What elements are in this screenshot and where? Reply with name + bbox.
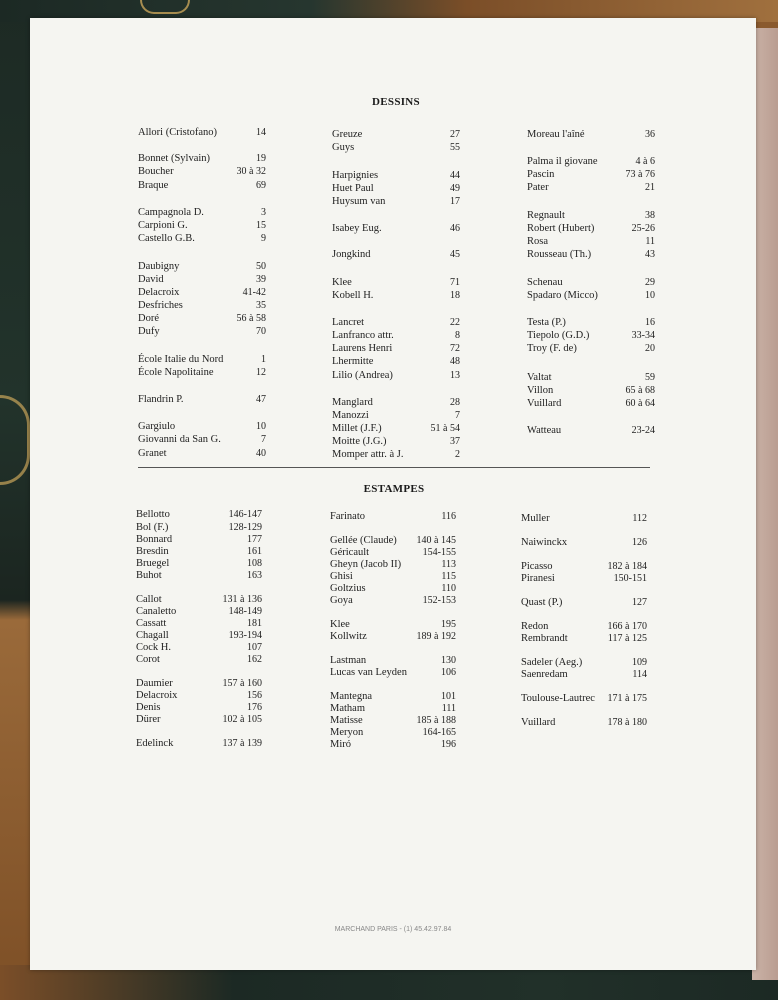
lot-number: 171 à 175 [607, 693, 647, 704]
index-entry [527, 384, 655, 398]
lot-number: 38 [645, 210, 655, 221]
index-entry [521, 716, 647, 730]
lot-number: 36 [645, 129, 655, 140]
lot-number: 1 [261, 354, 266, 365]
gold-ornament-decoration-top [140, 0, 190, 14]
artist-name: Braque [138, 180, 169, 191]
artist-name: Spadaro (Micco) [527, 290, 598, 301]
index-entry [330, 510, 456, 524]
lot-number: 59 [645, 372, 655, 383]
index-entry [138, 126, 266, 140]
lot-number: 110 [441, 583, 456, 594]
artist-name: Rosa [527, 236, 548, 247]
index-entry [138, 152, 266, 166]
artist-name: Toulouse-Lautrec [521, 693, 595, 704]
lot-number: 15 [256, 220, 266, 231]
artist-name: Granet [138, 448, 167, 459]
index-entry [332, 448, 460, 462]
dessins-heading: DESSINS [372, 96, 420, 108]
artist-name: Campagnola D. [138, 207, 204, 218]
artist-name: Pater [527, 182, 549, 193]
index-entry [527, 316, 655, 330]
index-entry [136, 569, 262, 583]
lot-number: 107 [247, 642, 262, 653]
artist-name: Dufy [138, 326, 160, 337]
index-entry [138, 366, 266, 380]
artist-name: Huet Paul [332, 183, 374, 194]
index-entry [527, 371, 655, 385]
artist-name: Géricault [330, 547, 370, 558]
artist-name: Chagall [136, 630, 169, 641]
index-entry [527, 222, 655, 236]
index-entry [138, 420, 266, 434]
index-entry [332, 195, 460, 209]
artist-name: Greuze [332, 129, 363, 140]
index-entry [138, 447, 266, 461]
artist-name: Robert (Hubert) [527, 223, 595, 234]
artist-name: Boucher [138, 166, 174, 177]
lot-number: 40 [256, 448, 266, 459]
artist-name: Testa (P.) [527, 317, 566, 328]
lot-number: 11 [645, 236, 655, 247]
artist-name: Lucas van Leyden [330, 667, 407, 678]
index-entry [521, 596, 647, 610]
artist-name: Matham [330, 703, 365, 714]
artist-name: Saenredam [521, 669, 568, 680]
artist-name: Cassatt [136, 618, 167, 629]
catalogue-page [30, 18, 756, 970]
lot-number: 10 [645, 290, 655, 301]
lot-number: 70 [256, 326, 266, 337]
lot-number: 130 [441, 655, 456, 666]
artist-name: Goltzius [330, 583, 366, 594]
index-entry [332, 342, 460, 356]
index-entry [330, 738, 456, 752]
index-entry [138, 219, 266, 233]
artist-name: Mantegna [330, 691, 372, 702]
lot-number: 30 à 32 [236, 166, 266, 177]
index-entry [521, 536, 647, 550]
lot-number: 163 [247, 570, 262, 581]
artist-name: École Napolitaine [138, 367, 214, 378]
index-entry [138, 299, 266, 313]
lot-number: 112 [632, 513, 647, 524]
lot-number: 189 à 192 [416, 631, 456, 642]
index-entry [330, 594, 456, 608]
artist-name: Piranesi [521, 573, 555, 584]
index-entry [332, 435, 460, 449]
lot-number: 14 [256, 127, 266, 138]
index-entry [332, 422, 460, 436]
artist-name: Flandrin P. [138, 394, 184, 405]
artist-name: Manozzi [332, 410, 369, 421]
estampes-heading: ESTAMPES [363, 483, 425, 495]
lot-number: 19 [256, 153, 266, 164]
lot-number: 60 à 64 [625, 398, 655, 409]
index-entry [527, 248, 655, 262]
lot-number: 116 [441, 511, 456, 522]
index-entry [332, 248, 460, 262]
index-entry [521, 632, 647, 646]
lot-number: 117 à 125 [607, 633, 647, 644]
artist-name: Klee [332, 277, 352, 288]
artist-name: Lanfranco attr. [332, 330, 394, 341]
lot-number: 16 [645, 317, 655, 328]
lot-number: 157 à 160 [222, 678, 262, 689]
index-entry [527, 181, 655, 195]
index-entry [521, 668, 647, 682]
artist-name: Tiepolo (G.D.) [527, 330, 590, 341]
lot-number: 9 [261, 233, 266, 244]
lot-number: 35 [256, 300, 266, 311]
artist-name: Laurens Henri [332, 343, 393, 354]
lot-number: 3 [261, 207, 266, 218]
lot-number: 29 [645, 277, 655, 288]
index-entry [136, 737, 262, 751]
artist-name: Lastman [330, 655, 367, 666]
artist-name: Lhermitte [332, 356, 374, 367]
index-entry [138, 433, 266, 447]
index-entry [330, 630, 456, 644]
lot-number: 127 [632, 597, 647, 608]
artist-name: Edelinck [136, 738, 174, 749]
lot-number: 164-165 [422, 727, 456, 738]
index-entry [138, 206, 266, 220]
index-entry [138, 179, 266, 193]
lot-number: 44 [450, 170, 460, 181]
artist-name: Millet (J.F.) [332, 423, 382, 434]
index-entry [527, 128, 655, 142]
artist-name: Desfriches [138, 300, 183, 311]
artist-name: Callot [136, 594, 162, 605]
artist-name: Naiwinckx [521, 537, 568, 548]
index-entry [138, 353, 266, 367]
lot-number: 114 [632, 669, 647, 680]
lot-number: 72 [450, 343, 460, 354]
index-entry [527, 397, 655, 411]
footer-imprint: MARCHAND PARIS - (1) 45.42.97.84 [334, 926, 452, 933]
index-entry [527, 235, 655, 249]
artist-name: Dürer [136, 714, 161, 725]
lot-number: 12 [256, 367, 266, 378]
lot-number: 22 [450, 317, 460, 328]
artist-name: Picasso [521, 561, 553, 572]
lot-number: 108 [247, 558, 262, 569]
artist-name: Delacroix [136, 690, 178, 701]
lot-number: 37 [450, 436, 460, 447]
artist-name: Jongkind [332, 249, 371, 260]
artist-name: Regnault [527, 210, 565, 221]
artist-name: Gargiulo [138, 421, 176, 432]
lot-number: 109 [632, 657, 647, 668]
lot-number: 55 [450, 142, 460, 153]
artist-name: Muller [521, 513, 550, 524]
index-entry [136, 653, 262, 667]
artist-name: Matisse [330, 715, 363, 726]
lot-number: 33-34 [631, 330, 655, 341]
index-entry [330, 666, 456, 680]
lot-number: 148-149 [228, 606, 262, 617]
lot-number: 182 à 184 [607, 561, 647, 572]
artist-name: Bruegel [136, 558, 170, 569]
lot-number: 17 [450, 196, 460, 207]
artist-name: Giovanni da San G. [138, 434, 221, 445]
artist-name: Buhot [136, 570, 162, 581]
artist-name: Rembrandt [521, 633, 568, 644]
artist-name: Palma il giovane [527, 156, 598, 167]
lot-number: 101 [441, 691, 456, 702]
lot-number: 47 [256, 394, 266, 405]
artist-name: Doré [138, 313, 159, 324]
lot-number: 69 [256, 180, 266, 191]
lot-number: 166 à 170 [607, 621, 647, 632]
lot-number: 46 [450, 223, 460, 234]
artist-name: Meryon [330, 727, 364, 738]
index-entry [521, 572, 647, 586]
artist-name: Goya [330, 595, 353, 606]
lot-number: 102 à 105 [222, 714, 262, 725]
lot-number: 161 [247, 546, 262, 557]
index-entry [527, 168, 655, 182]
lot-number: 146-147 [228, 509, 262, 520]
index-entry [332, 128, 460, 142]
lot-number: 8 [455, 330, 460, 341]
artist-name: Vuillard [527, 398, 562, 409]
lot-number: 196 [441, 739, 456, 750]
artist-name: Bonnet (Sylvain) [138, 153, 211, 164]
artist-name: École Italie du Nord [138, 354, 224, 365]
lot-number: 39 [256, 274, 266, 285]
artist-name: Isabey Eug. [332, 223, 382, 234]
index-entry [521, 692, 647, 706]
lot-number: 176 [247, 702, 262, 713]
section-divider [138, 467, 650, 468]
artist-name: Valtat [527, 372, 552, 383]
lot-number: 7 [261, 434, 266, 445]
artist-name: Harpignies [332, 170, 379, 181]
index-entry [332, 141, 460, 155]
artist-name: Moreau l'aîné [527, 129, 585, 140]
index-entry [527, 155, 655, 169]
lot-number: 25-26 [631, 223, 655, 234]
artist-name: Bol (F.) [136, 522, 169, 533]
index-entry [332, 182, 460, 196]
artist-name: Rousseau (Th.) [527, 249, 592, 260]
artist-name: Villon [527, 385, 554, 396]
lot-number: 152-153 [422, 595, 456, 606]
lot-number: 71 [450, 277, 460, 288]
index-entry [332, 276, 460, 290]
index-entry [332, 396, 460, 410]
lot-number: 185 à 188 [416, 715, 456, 726]
lot-number: 140 à 145 [416, 535, 456, 546]
artist-name: Sadeler (Aeg.) [521, 657, 583, 668]
lot-number: 154-155 [422, 547, 456, 558]
lot-number: 162 [247, 654, 262, 665]
index-entry [136, 713, 262, 727]
index-entry [521, 512, 647, 526]
lot-number: 21 [645, 182, 655, 193]
index-entry [527, 289, 655, 303]
index-entry [332, 355, 460, 369]
index-entry [527, 276, 655, 290]
lot-number: 193-194 [228, 630, 262, 641]
artist-name: Bresdin [136, 546, 169, 557]
index-entry [332, 329, 460, 343]
lot-number: 49 [450, 183, 460, 194]
lot-number: 43 [645, 249, 655, 260]
background-bottom [0, 965, 778, 1000]
index-entry [138, 165, 266, 179]
lot-number: 13 [450, 370, 460, 381]
artist-name: Momper attr. à J. [332, 449, 404, 460]
index-entry [332, 369, 460, 383]
artist-name: Gellée (Claude) [330, 535, 397, 546]
lot-number: 10 [256, 421, 266, 432]
artist-name: Corot [136, 654, 160, 665]
artist-name: Bonnard [136, 534, 173, 545]
lot-number: 48 [450, 356, 460, 367]
lot-number: 126 [632, 537, 647, 548]
index-entry [332, 289, 460, 303]
lot-number: 7 [455, 410, 460, 421]
artist-name: Manglard [332, 397, 373, 408]
lot-number: 73 à 76 [625, 169, 655, 180]
artist-name: Lilio (Andrea) [332, 370, 393, 381]
lot-number: 27 [450, 129, 460, 140]
artist-name: Lancret [332, 317, 365, 328]
lot-number: 111 [441, 703, 456, 714]
lot-number: 50 [256, 261, 266, 272]
artist-name: Allori (Cristofano) [138, 127, 218, 138]
lot-number: 128-129 [228, 522, 262, 533]
lot-number: 56 à 58 [236, 313, 266, 324]
artist-name: Ghisi [330, 571, 353, 582]
artist-name: Delacroix [138, 287, 180, 298]
lot-number: 28 [450, 397, 460, 408]
index-entry [138, 312, 266, 326]
lot-number: 65 à 68 [625, 385, 655, 396]
index-entry [527, 209, 655, 223]
artist-name: Quast (P.) [521, 597, 563, 608]
lot-number: 137 à 139 [222, 738, 262, 749]
artist-name: Daubigny [138, 261, 180, 272]
index-entry [138, 393, 266, 407]
index-entry [136, 508, 262, 522]
index-entry [527, 424, 655, 438]
index-entry [138, 232, 266, 246]
lot-number: 156 [247, 690, 262, 701]
lot-number: 51 à 54 [430, 423, 460, 434]
index-entry [332, 222, 460, 236]
index-entry [332, 169, 460, 183]
artist-name: Troy (F. de) [527, 343, 577, 354]
lot-number: 177 [247, 534, 262, 545]
artist-name: Pascin [527, 169, 555, 180]
lot-number: 18 [450, 290, 460, 301]
lot-number: 181 [247, 618, 262, 629]
lot-number: 4 à 6 [635, 156, 655, 167]
artist-name: Watteau [527, 425, 562, 436]
lot-number: 20 [645, 343, 655, 354]
lot-number: 106 [441, 667, 456, 678]
artist-name: Gheyn (Jacob II) [330, 559, 402, 570]
artist-name: Kollwitz [330, 631, 367, 642]
artist-name: Farinato [330, 511, 365, 522]
lot-number: 150-151 [613, 573, 647, 584]
lot-number: 23-24 [631, 425, 655, 436]
index-entry [138, 325, 266, 339]
artist-name: David [138, 274, 164, 285]
artist-name: Kobell H. [332, 290, 374, 301]
artist-name: Moitte (J.G.) [332, 436, 387, 447]
lot-number: 178 à 180 [607, 717, 647, 728]
lot-number: 131 à 136 [222, 594, 262, 605]
artist-name: Cock H. [136, 642, 171, 653]
artist-name: Carpioni G. [138, 220, 188, 231]
artist-name: Bellotto [136, 509, 170, 520]
artist-name: Guys [332, 142, 355, 153]
index-entry [138, 286, 266, 300]
artist-name: Miró [330, 739, 351, 750]
lot-number: 45 [450, 249, 460, 260]
artist-name: Castello G.B. [138, 233, 195, 244]
lot-number: 2 [455, 449, 460, 460]
artist-name: Daumier [136, 678, 173, 689]
index-entry [527, 329, 655, 343]
lot-number: 115 [441, 571, 456, 582]
artist-name: Redon [521, 621, 549, 632]
index-entry [332, 409, 460, 423]
artist-name: Canaletto [136, 606, 177, 617]
artist-name: Schenau [527, 277, 563, 288]
lot-number: 113 [441, 559, 456, 570]
index-entry [138, 273, 266, 287]
lot-number: 195 [441, 619, 456, 630]
index-entry [527, 342, 655, 356]
artist-name: Vuillard [521, 717, 556, 728]
artist-name: Huysum van [332, 196, 386, 207]
index-entry [332, 316, 460, 330]
index-entry [138, 260, 266, 274]
artist-name: Klee [330, 619, 350, 630]
artist-name: Denis [136, 702, 161, 713]
lot-number: 41-42 [242, 287, 266, 298]
